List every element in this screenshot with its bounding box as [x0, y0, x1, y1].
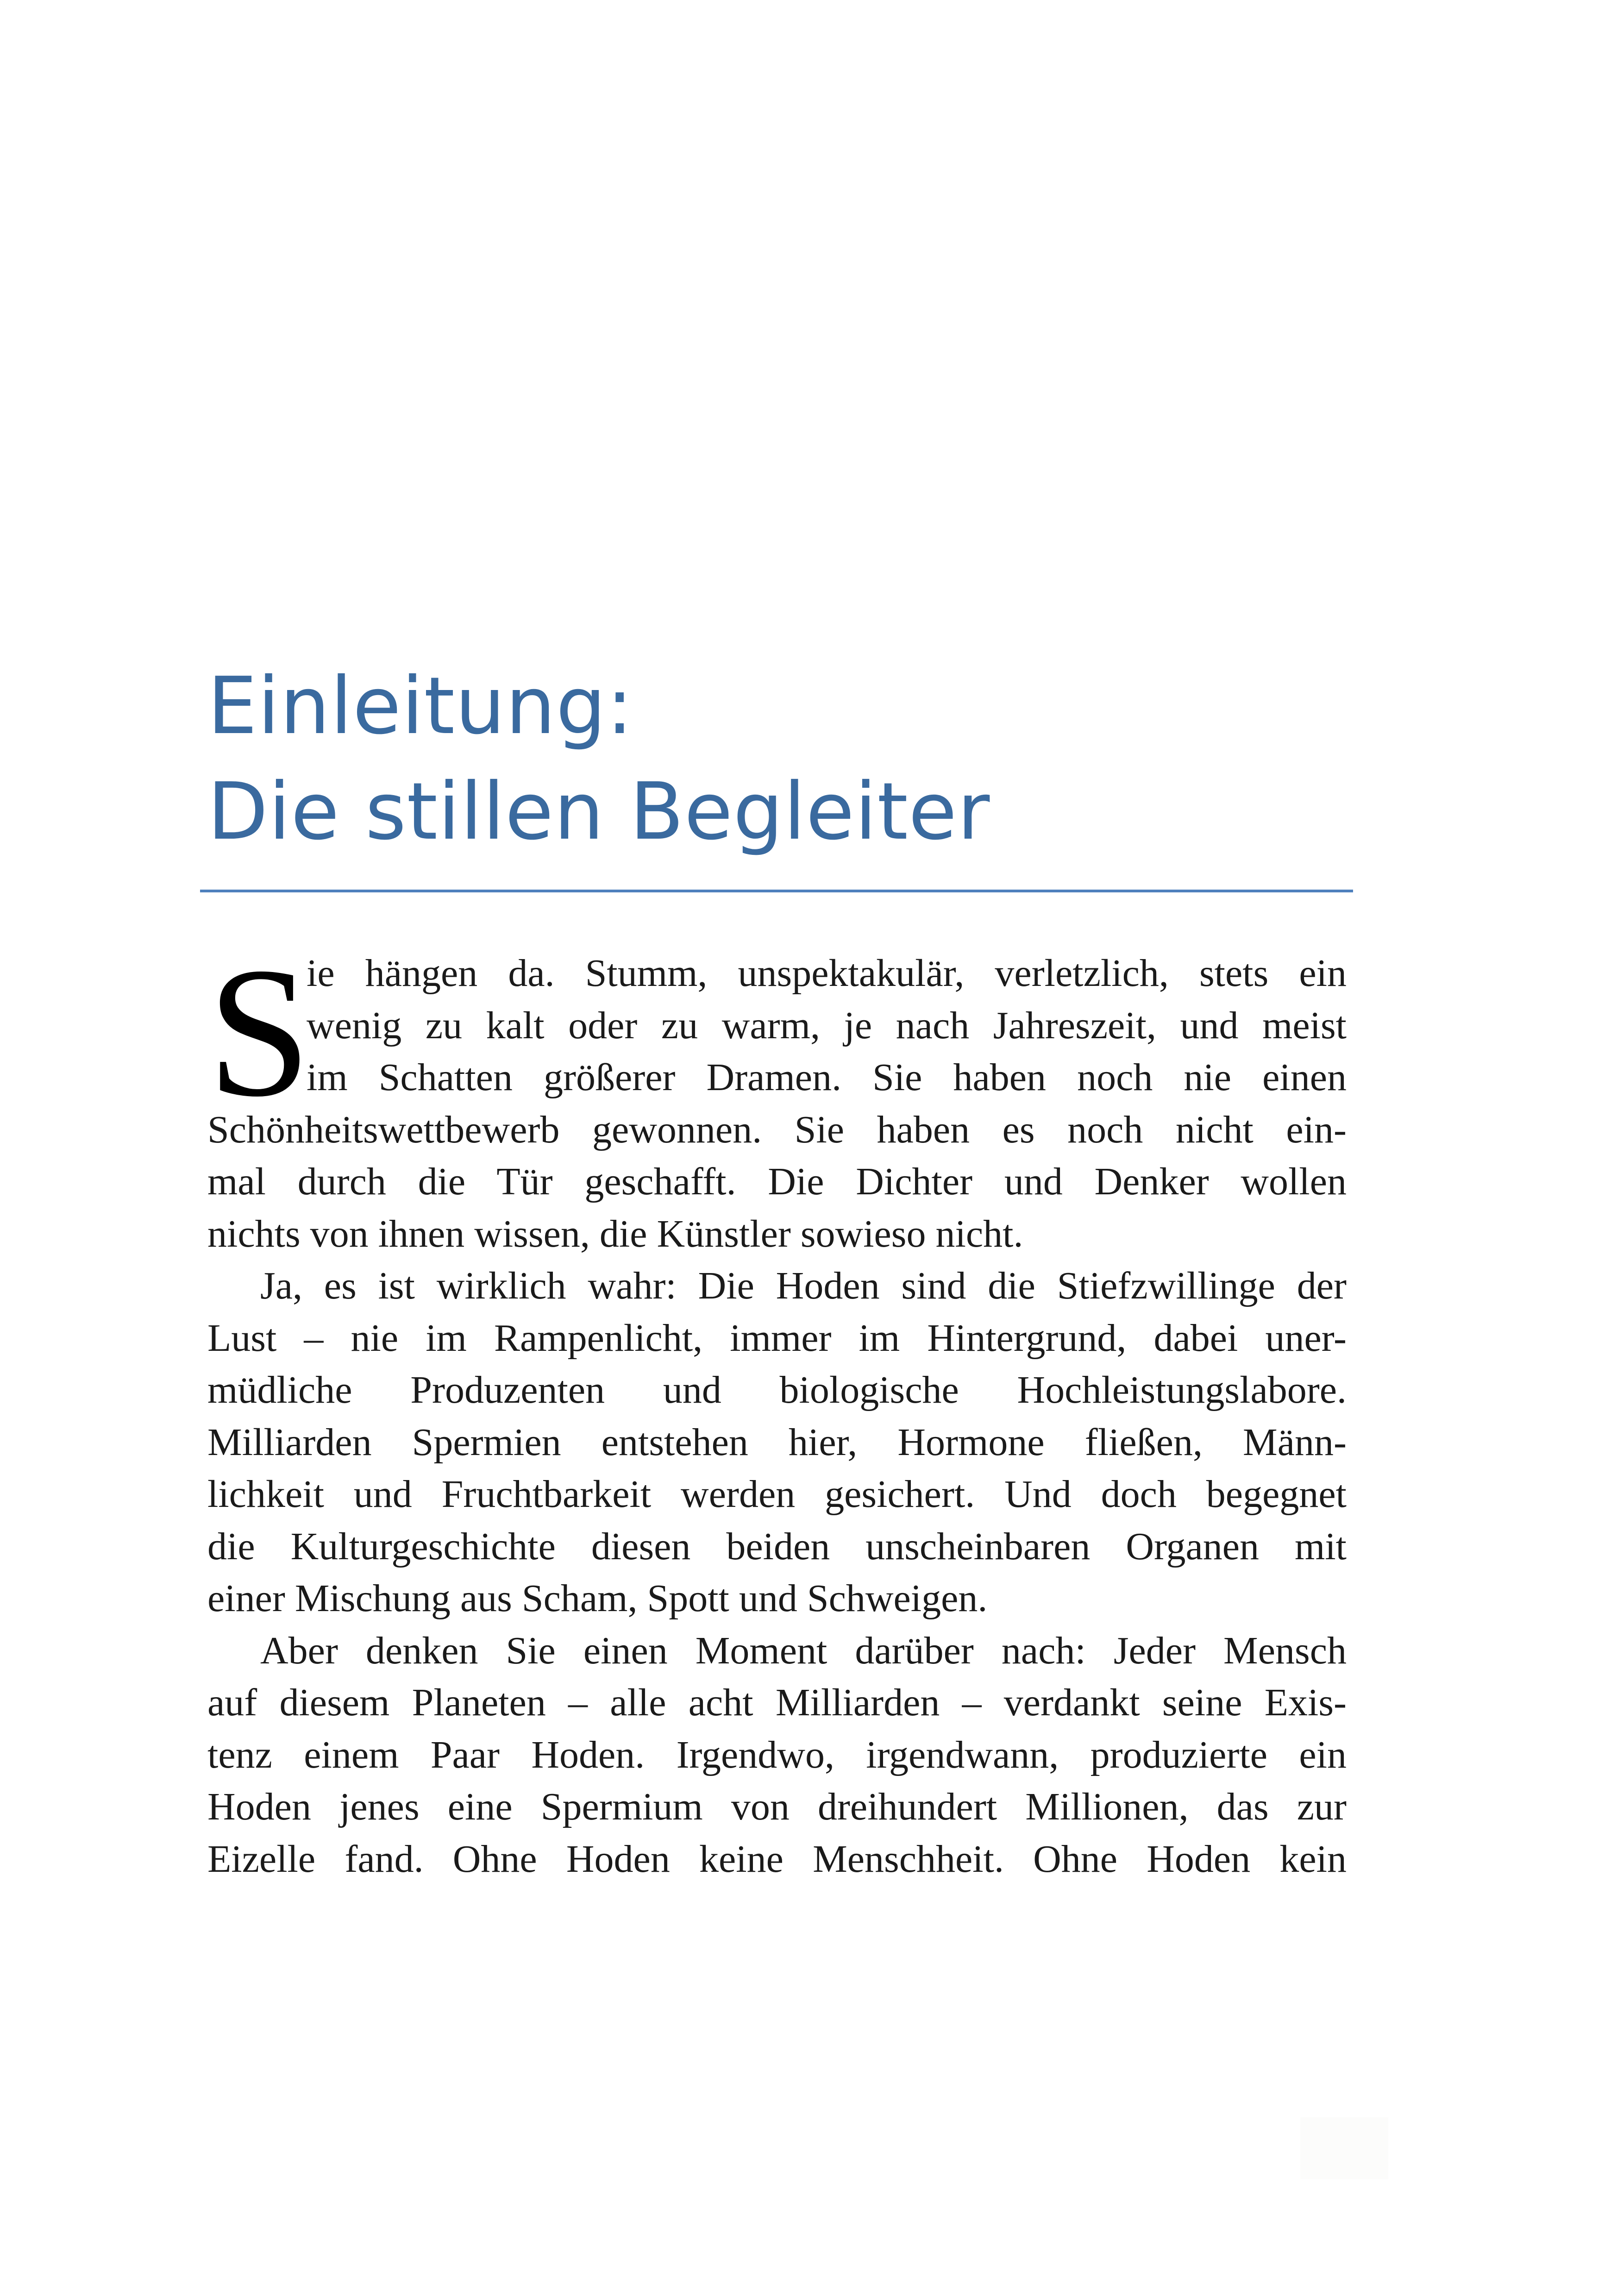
paragraph-3-line-5: Eizelle fand. Ohne Hoden keine Menschheit. Ohne Hoden kein [207, 1837, 1347, 1881]
paragraph-3-line-4: Hoden jenes eine Spermium von dreihundert Millionen, das zur [207, 1785, 1347, 1828]
paragraph-1-line-4: Schönheitswettbewerb gewonnen. Sie haben es noch nicht ein- [207, 1108, 1347, 1151]
paragraph-2-line-7: einer Mischung aus Scham, Spott und Schweigen. [207, 1577, 988, 1620]
body-text [207, 947, 1347, 1885]
chapter-title-line-1: Einleitung: [207, 660, 633, 752]
paragraph-2-line-1: Ja, es ist wirklich wahr: Die Hoden sind die Stiefzwillinge der [260, 1264, 1347, 1307]
paragraph-1-line-3: im Schatten größerer Dramen. Sie haben noch nie einen [307, 1056, 1347, 1099]
paragraph-2-line-5: lichkeit und Fruchtbarkeit werden gesichert. Und doch begegnet [207, 1473, 1347, 1516]
drop-cap: S [207, 929, 311, 1135]
paragraph-2-line-4: Milliarden Spermien entstehen hier, Hormone fließen, Männ- [207, 1420, 1347, 1464]
paragraph-3-line-3: tenz einem Paar Hoden. Irgendwo, irgendwann, produzierte ein [207, 1733, 1347, 1776]
paragraph-2-line-6: die Kulturgeschichte diesen beiden unscheinbaren Organen mit [207, 1524, 1347, 1568]
paragraph-3-line-1: Aber denken Sie einen Moment darüber nach: Jeder Mensch [260, 1629, 1347, 1672]
heading-underline-rule [200, 890, 1353, 892]
page-number-area [1300, 2117, 1388, 2179]
paragraph-2-line-3: müdliche Produzenten und biologische Hochleistungslabore. [207, 1368, 1347, 1411]
paragraph-1-line-1: ie hängen da. Stumm, unspektakulär, verletzlich, stets ein [307, 952, 1347, 995]
chapter-heading [207, 660, 1356, 878]
paragraph-1-line-5: mal durch die Tür geschafft. Die Dichter und Denker wollen [207, 1160, 1347, 1203]
paragraph-2-line-2: Lust – nie im Rampenlicht, immer im Hintergrund, dabei uner- [207, 1316, 1347, 1360]
paragraph-1-line-2: wenig zu kalt oder zu warm, je nach Jahreszeit, und meist [307, 1004, 1347, 1047]
chapter-title-line-2: Die stillen Begleiter [207, 766, 990, 858]
paragraph-3-line-2: auf diesem Planeten – alle acht Milliarden – verdankt seine Exis- [207, 1681, 1347, 1724]
paragraph-1-line-6: nichts von ihnen wissen, die Künstler sowieso nicht. [207, 1212, 1023, 1255]
